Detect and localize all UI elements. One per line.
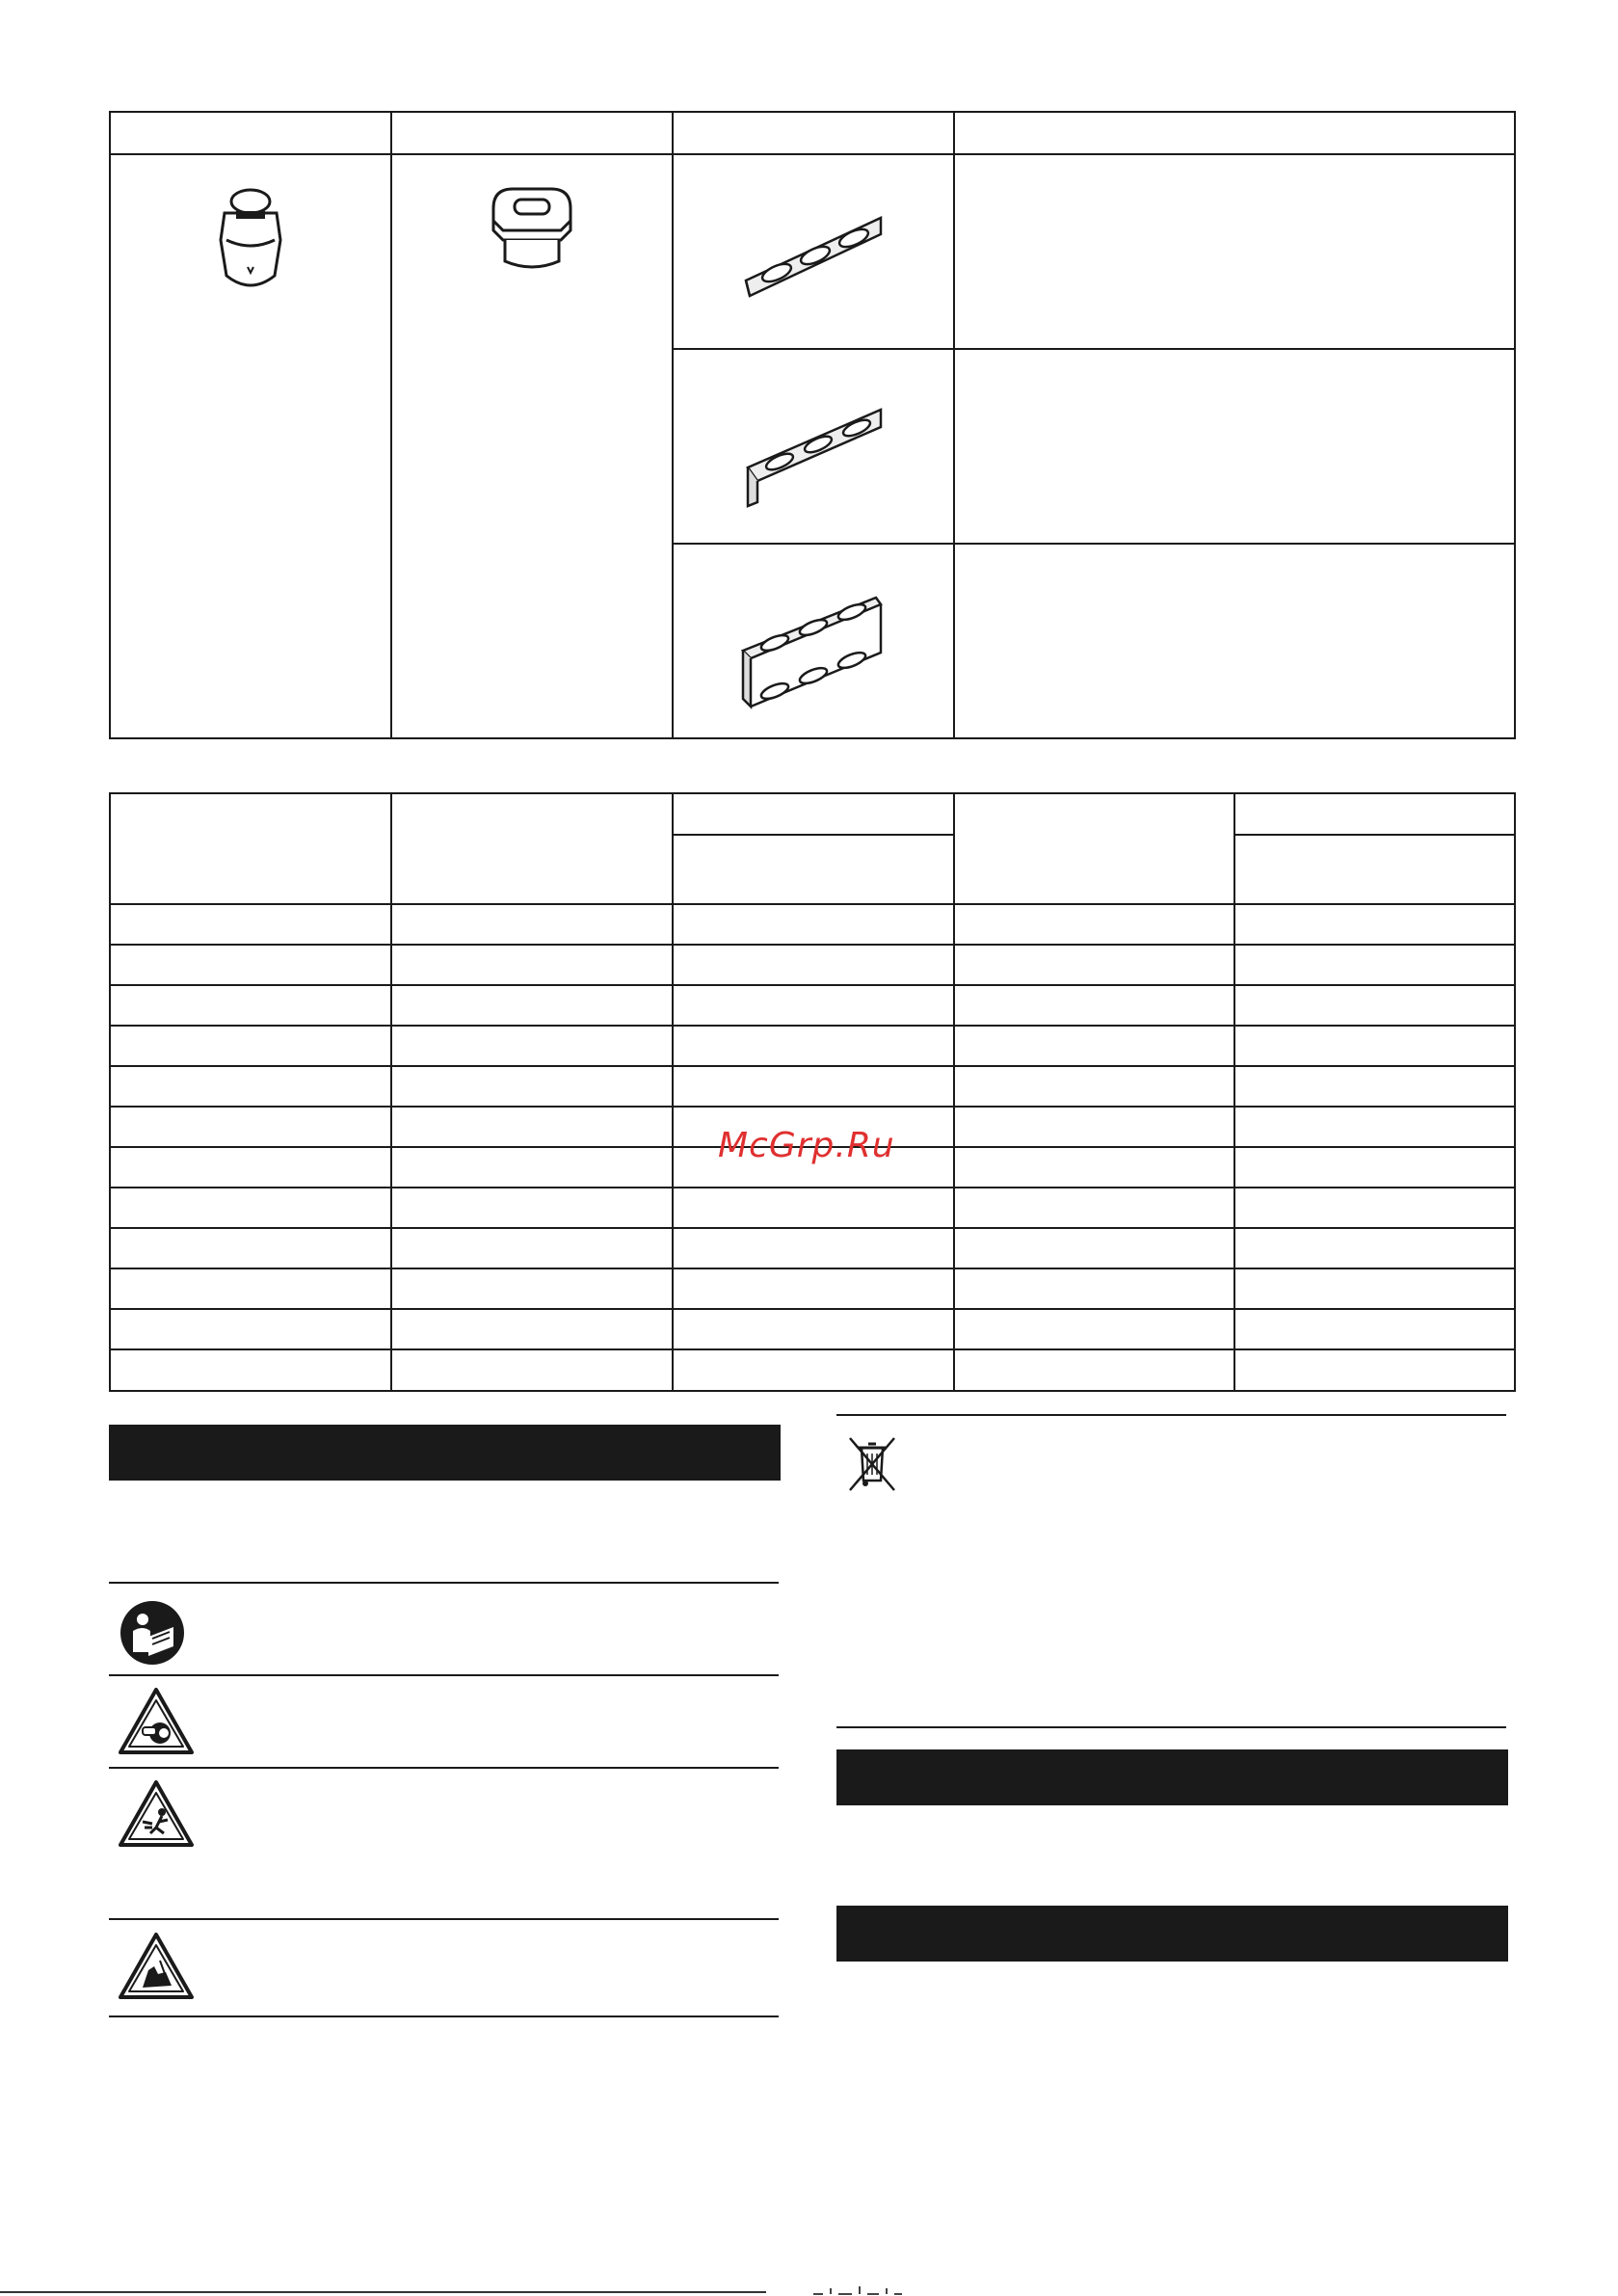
- channel-angle-cell: [673, 349, 954, 544]
- table-cell: [391, 1188, 673, 1228]
- table-header-cell: [110, 112, 391, 154]
- table-row: [110, 1066, 1515, 1107]
- table-cell: [954, 985, 1234, 1026]
- table-header-cell: [391, 793, 673, 904]
- crossed-out-wheelie-bin-icon: [844, 1434, 900, 1494]
- table-cell: [391, 1066, 673, 1107]
- table-cell: [1234, 1107, 1515, 1147]
- table-cell: [110, 904, 391, 945]
- table-cell: [954, 1349, 1234, 1391]
- table-cell: [673, 1309, 954, 1349]
- footer-fragment-icon: [809, 2283, 925, 2296]
- table-cell: [954, 1309, 1234, 1349]
- watermark: McGrp.Ru: [718, 1126, 895, 1165]
- table-cell: [391, 1228, 673, 1268]
- channel-u-cell: [673, 544, 954, 738]
- table-cell: [1234, 985, 1515, 1026]
- footer-rule: [0, 2291, 766, 2293]
- table-header-cell: [110, 793, 391, 904]
- table-cell: [1234, 1026, 1515, 1066]
- table-cell: [110, 1268, 391, 1309]
- table-cell: [673, 945, 954, 985]
- divider: [109, 1582, 779, 1584]
- table-header-cell: [673, 112, 954, 154]
- table-cell: [110, 1228, 391, 1268]
- table-cell: [1234, 1188, 1515, 1228]
- table-cell: [391, 1309, 673, 1349]
- read-manual-icon: [119, 1600, 185, 1666]
- description-cell: [954, 154, 1515, 349]
- table-row: [110, 1228, 1515, 1268]
- table-cell: [110, 1107, 391, 1147]
- table-cell: [391, 1349, 673, 1391]
- table-cell: [1234, 1309, 1515, 1349]
- table-cell: [954, 1026, 1234, 1066]
- table-cell: [1234, 945, 1515, 985]
- table-cell: [673, 1268, 954, 1309]
- table-cell: [954, 1066, 1234, 1107]
- table-cell: [673, 1228, 954, 1268]
- table-header-cell: [1234, 835, 1515, 904]
- divider: [109, 1767, 779, 1769]
- channel-type-table: [109, 111, 1516, 739]
- table-cell: [391, 1268, 673, 1309]
- adapter-a-cell: [110, 154, 391, 738]
- table-header-cell: [391, 112, 673, 154]
- table-row: [110, 154, 1515, 349]
- table-cell: [110, 1026, 391, 1066]
- table-cell: [391, 904, 673, 945]
- table-row: [110, 945, 1515, 985]
- table-cell: [1234, 904, 1515, 945]
- table-cell: [110, 1349, 391, 1391]
- slotted-angle-bar-icon: [736, 398, 890, 514]
- channel-flat-cell: [673, 154, 954, 349]
- section-heading-bar: [836, 1749, 1508, 1805]
- table-row: [110, 1268, 1515, 1309]
- table-header-cell: [1234, 793, 1515, 835]
- divider: [109, 1918, 779, 1920]
- table-cell: [1234, 1268, 1515, 1309]
- table-cell: [391, 1026, 673, 1066]
- eye-protection-warning-icon: [118, 1687, 195, 1756]
- table-cell: [1234, 1147, 1515, 1188]
- table-row: [110, 1188, 1515, 1228]
- slotted-flat-bar-icon: [736, 203, 890, 309]
- table-cell: [673, 1349, 954, 1391]
- table-row: [110, 1349, 1515, 1391]
- divider: [836, 1414, 1506, 1416]
- table-row: [110, 985, 1515, 1026]
- table-header-row: [110, 793, 1515, 835]
- table-cell: [673, 904, 954, 945]
- description-cell: [954, 349, 1515, 544]
- table-cell: [954, 904, 1234, 945]
- table-header-cell: [673, 835, 954, 904]
- table-cell: [391, 985, 673, 1026]
- table-cell: [1234, 1228, 1515, 1268]
- table-cell: [673, 1026, 954, 1066]
- description-cell: [954, 544, 1515, 738]
- table-row: [110, 904, 1515, 945]
- adapter-b-cell: [391, 154, 673, 738]
- table-cell: [673, 1188, 954, 1228]
- table-cell: [1234, 1066, 1515, 1107]
- table-header-row: [110, 112, 1515, 154]
- hand-injury-warning-icon: [118, 1932, 195, 2001]
- table-cell: [110, 1309, 391, 1349]
- table-cell: [954, 945, 1234, 985]
- table-cell: [954, 1107, 1234, 1147]
- divider: [109, 1674, 779, 1676]
- table-header-cell: [954, 112, 1515, 154]
- specifications-table: [109, 792, 1516, 1392]
- table-row: [110, 1309, 1515, 1349]
- table-cell: [954, 1147, 1234, 1188]
- bolt-adapter-icon: [217, 184, 284, 300]
- table-cell: [954, 1268, 1234, 1309]
- table-cell: [673, 985, 954, 1026]
- table-cell: [110, 1188, 391, 1228]
- table-cell: [110, 945, 391, 985]
- table-header-cell: [954, 793, 1234, 904]
- table-cell: [954, 1188, 1234, 1228]
- table-cell: [1234, 1349, 1515, 1391]
- divider: [109, 2016, 779, 2017]
- table-cell: [391, 945, 673, 985]
- table-cell: [391, 1147, 673, 1188]
- flying-debris-warning-icon: [118, 1779, 195, 1849]
- nut-adapter-icon: [484, 184, 580, 280]
- table-cell: [110, 1066, 391, 1107]
- divider: [836, 1726, 1506, 1728]
- table-cell: [110, 1147, 391, 1188]
- table-cell: [673, 1066, 954, 1107]
- table-cell: [954, 1228, 1234, 1268]
- slotted-u-channel-icon: [731, 593, 895, 723]
- table-header-cell: [673, 793, 954, 835]
- table-cell: [391, 1107, 673, 1147]
- table-cell: [110, 985, 391, 1026]
- section-heading-bar: [109, 1425, 781, 1481]
- section-heading-bar: [836, 1906, 1508, 1962]
- table-row: [110, 1026, 1515, 1066]
